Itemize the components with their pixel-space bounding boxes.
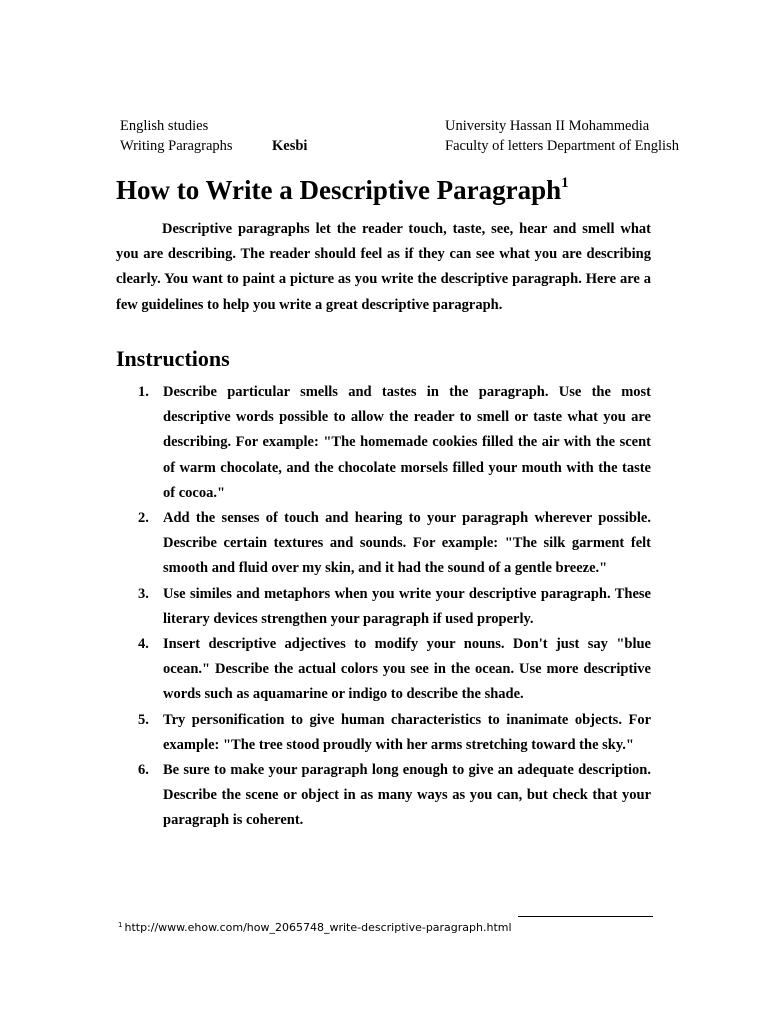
title-footnote-marker: 1 (561, 175, 569, 191)
instruction-number: 2. (138, 510, 149, 527)
instruction-number: 1. (138, 384, 149, 400)
instruction-number: 4. (138, 636, 149, 653)
footnote-url: http://www.ehow.com/how_2065748_write-descriptive-paragraph.html (124, 921, 512, 934)
instruction-text: Use similes and metaphors when you write your descriptive paragraph. These literary devices strengthen your paragraph if used properly. (163, 585, 651, 627)
instruction-text: Describe particular smells and tastes in the paragraph. Use the most descriptive words possible to allow the reader to smell or taste what you are describing. For example: "The homemade cookies filled the air with the scent of warm chocolate, and the chocolate morsels filled your mouth with the taste of cocoa." (163, 384, 651, 501)
instruction-text: Be sure to make your paragraph long enough to give an adequate description. Describe the scene or object in as many ways as you can, but check that your paragraph is coherent. (163, 762, 651, 829)
faculty-name: Faculty of letters Department of English (445, 138, 679, 154)
author-name: Kesbi (272, 138, 308, 154)
course-module: Writing Paragraphs (120, 138, 233, 154)
instructions-list (138, 380, 651, 834)
instruction-number: 5. (138, 711, 149, 728)
university-name: University Hassan II Mohammedia (445, 118, 650, 134)
footnote (118, 921, 512, 935)
instruction-item (138, 632, 651, 708)
header-right (445, 116, 705, 156)
instruction-item (138, 758, 651, 834)
instruction-item (138, 582, 651, 632)
instruction-number: 6. (138, 762, 149, 779)
header-left (120, 116, 420, 156)
instruction-text: Add the senses of touch and hearing to your paragraph wherever possible. Describe certain textures and sounds. For example: "The silk garment felt smooth and fluid over my skin, and it had the sound of a gentle breeze." (163, 510, 651, 577)
page-title (116, 172, 569, 208)
instruction-item (138, 506, 651, 582)
footnote-marker: 1 (118, 921, 123, 929)
instruction-text: Insert descriptive adjectives to modify your nouns. Don't just say "blue ocean." Describe the actual colors you see in the ocean. Use more descriptive words such as aquamarine or indigo to describe the shade. (163, 636, 651, 703)
instruction-text: Try personification to give human characteristics to inanimate objects. For example: "The tree stood proudly with her arms stretching toward the sky." (163, 711, 651, 753)
instruction-number: 3. (138, 585, 149, 602)
instruction-item (138, 708, 651, 758)
page-title-text: How to Write a Descriptive Paragraph (116, 175, 562, 205)
course-name: English studies (120, 118, 209, 134)
footnote-separator (518, 916, 653, 917)
instruction-item (138, 380, 651, 506)
intro-paragraph: Descriptive paragraphs let the reader touch, taste, see, hear and smell what you are describing. The reader should feel as if they can see what you are describing clearly. You want to paint a picture as you write the descriptive paragraph. Here are a few guidelines to help you write a great descriptive paragraph. (116, 221, 651, 313)
instructions-heading: Instructions (116, 346, 230, 371)
